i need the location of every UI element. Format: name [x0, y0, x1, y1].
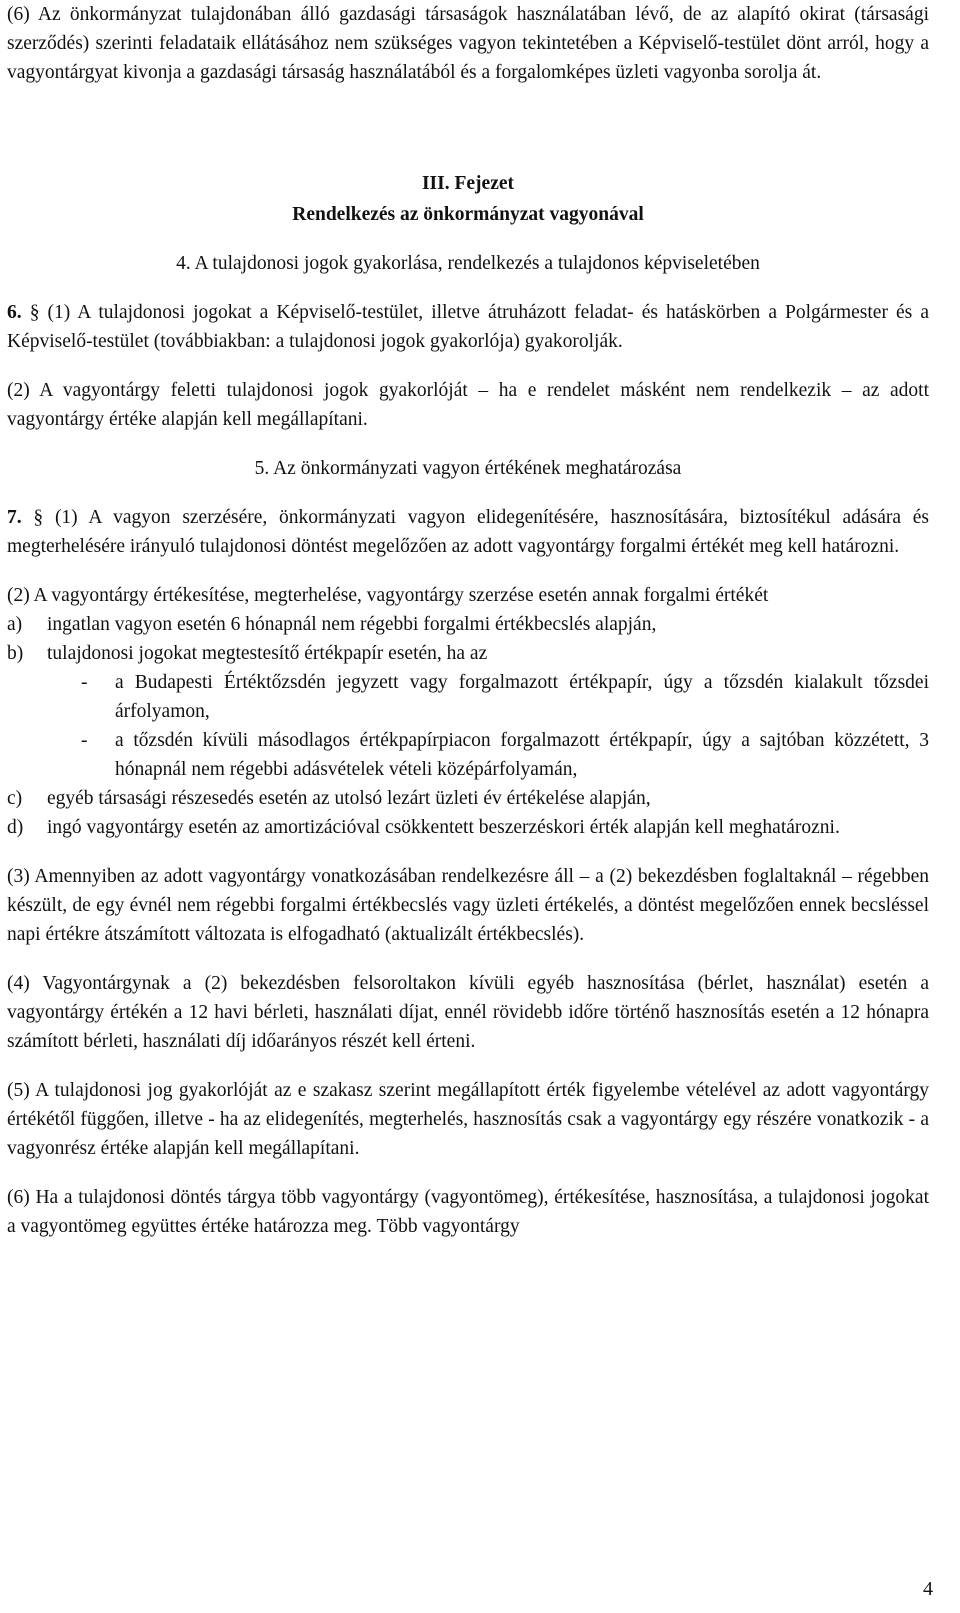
section-4-heading: 4. A tulajdonosi jogok gyakorlása, rendelkezés a tulajdonos képviseletében: [176, 253, 760, 274]
section-5-paragraph-2-intro: (2) A vagyontárgy értékesítése, megterhelése, vagyontárgy szerzése esetén annak forgalmi értékét: [7, 585, 769, 606]
dash-list-item: [7, 726, 929, 784]
section-5-paragraph-6: (6) Ha a tulajdonosi döntés tárgya több vagyontárgy (vagyontömeg), értékesítése, hasznosítása, a tulajdonosi jogokat a vagyontömeg együttes értéke határozza meg. Több vagyontárgy: [7, 1187, 929, 1237]
paragraph-text: (1) A tulajdonosi jogokat a Képviselő-testület, illetve átruházott feladat- és hatáskörben a Polgármester és a Képviselő-testület (továbbiakban: a tulajdonosi jogok gyakorlója) gyakorolják.: [7, 302, 929, 352]
paragraph-number: 7.: [7, 507, 22, 528]
paragraph-sign: §: [33, 507, 44, 528]
dash-text: a tőzsdén kívüli másodlagos értékpapírpiacon forgalmazott értékpapír, úgy a sajtóban közzétett, 3 hónapnál nem régebbi adásvételek vételi középárfolyamán,: [115, 730, 929, 780]
section-5-heading: 5. Az önkormányzati vagyon értékének meghatározása: [254, 458, 682, 479]
list-text: egyéb társasági részesedés esetén az utolsó lezárt üzleti év értékelése alapján,: [47, 788, 651, 809]
list-item: [7, 784, 929, 813]
section-4-paragraph-2: (2) A vagyontárgy feletti tulajdonosi jogok gyakorlóját – ha e rendelet másként nem rendelkezik – az adott vagyontárgy értéke alapján kell megállapítani.: [7, 380, 929, 430]
list-item: [7, 610, 929, 639]
dash-marker: -: [81, 730, 88, 751]
page-number: 4: [923, 1578, 933, 1600]
document-page: [7, 0, 929, 1241]
section-4-paragraph-1: [7, 298, 929, 356]
value-list: [7, 610, 929, 842]
dash-list-item: [7, 668, 929, 726]
list-text: tulajdonosi jogokat megtestesítő értékpapír esetén, ha az: [47, 643, 488, 664]
list-marker: d): [7, 817, 24, 838]
list-item: [7, 639, 929, 668]
section-5-paragraph-3: (3) Amennyiben az adott vagyontárgy vonatkozásában rendelkezésre áll – a (2) bekezdésben foglaltaknál – régebben készült, de egy évnél nem régebbi forgalmi értékbecslés vagy üzleti értékelés, a döntést megelőzően ennek becsléssel napi értékre átszámított változata is elfogadható (aktualizált értékbecslés).: [7, 866, 929, 945]
list-marker: a): [7, 614, 23, 635]
chapter-title: Rendelkezés az önkormányzat vagyonával: [292, 204, 644, 225]
paragraph-text: (1) A vagyon szerzésére, önkormányzati vagyon elidegenítésére, hasznosítására, biztosítékul adására és megterhelésére irányuló tulajdonosi döntést megelőzően az adott vagyontárgy forgalmi értékét meg kell határozni.: [7, 507, 930, 557]
section-5-paragraph-1: [7, 503, 929, 561]
list-marker: c): [7, 788, 23, 809]
list-text: ingó vagyontárgy esetén az amortizációval csökkentett beszerzéskori érték alapján kell meghatározni.: [47, 817, 840, 838]
list-marker: b): [7, 643, 24, 664]
paragraph-number: 6.: [7, 302, 22, 323]
paragraph-sign: §: [29, 302, 40, 323]
section-5-paragraph-5: (5) A tulajdonosi jog gyakorlóját az e szakasz szerint megállapított érték figyelembe vételével az adott vagyontárgy értékétől függően, illetve - ha az elidegenítés, megterhelés, hasznosítás csak a vagyontárgy egy részére vonatkozik - a vagyonrész értéke alapján kell megállapítani.: [7, 1080, 929, 1159]
section-5-paragraph-4: (4) Vagyontárgynak a (2) bekezdésben felsoroltakon kívüli egyéb hasznosítása (bérlet, használat) esetén a vagyontárgy értékén a 12 havi bérleti, használati díjat, ennél rövidebb időre történő hasznosítás esetén a 12 hónapra számított bérleti, használati díj időarányos részét kell érteni.: [7, 973, 929, 1052]
chapter-number: III. Fejezet: [421, 173, 515, 194]
list-item: [7, 813, 929, 842]
list-text: ingatlan vagyon esetén 6 hónapnál nem régebbi forgalmi értékbecslés alapján,: [47, 614, 657, 635]
dash-marker: -: [81, 672, 88, 693]
dash-text: a Budapesti Értéktőzsdén jegyzett vagy forgalmazott értékpapír, úgy a tőzsdén kialakult tőzsdei árfolyamon,: [115, 672, 929, 722]
intro-paragraph: (6) Az önkormányzat tulajdonában álló gazdasági társaságok használatában lévő, de az alapító okirat (társasági szerződés) szerinti feladataik ellátásához nem szükséges vagyon tekintetében a Képviselő-testület dönt arról, hogy a vagyontárgyat kivonja a gazdasági társaság használatából és a forgalomképes üzleti vagyonba sorolja át.: [7, 4, 929, 83]
